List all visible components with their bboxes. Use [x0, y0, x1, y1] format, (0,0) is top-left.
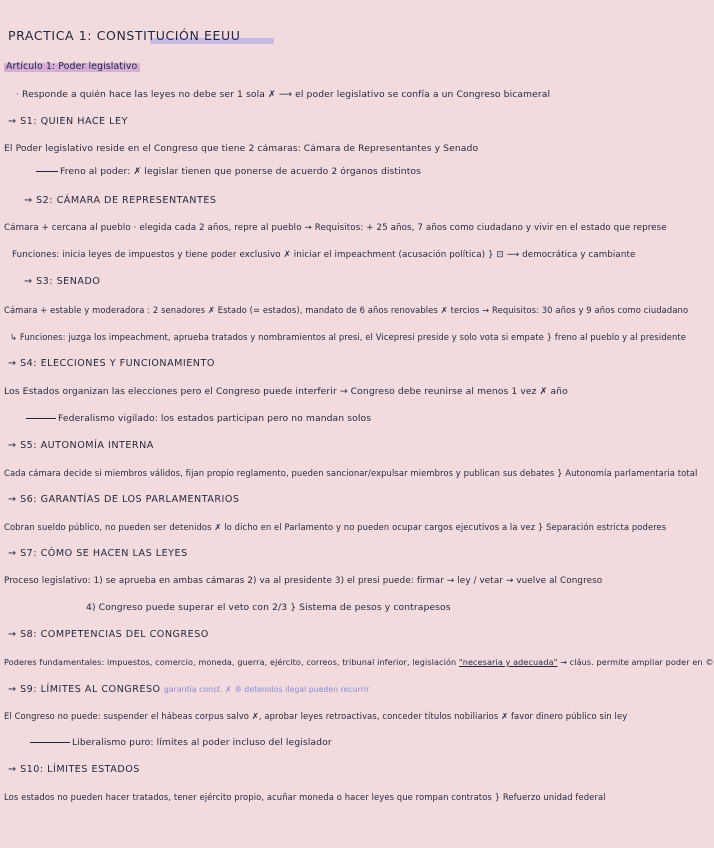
section-heading-s3: → S3: SENADO: [24, 276, 101, 287]
section-heading-s7: → S7: CÓMO SE HACEN LAS LEYES: [8, 548, 188, 559]
article-heading: Artículo 1: Poder legislativo: [6, 61, 138, 72]
section-heading-s5: → S5: AUTONOMÍA INTERNA: [8, 440, 154, 451]
section-heading-s8: → S8: COMPETENCIAS DEL CONGRESO: [8, 629, 209, 640]
note-line-8: Los Estados organizan las elecciones pero el Congreso puede interferir → Congreso debe reunirse al menos 1 vez ✗ año: [4, 386, 568, 397]
margin-note: garantía const. ✗ ® detenidos ilegal pueden recurrir: [164, 685, 370, 694]
page-title: PRACTICA 1: CONSTITUCIÓN EEUU: [8, 28, 241, 43]
note-line-9: Federalismo vigilado: los estados participan pero no mandan solos: [58, 413, 372, 424]
note-line-11: Cobran sueldo público, no pueden ser detenidos ✗ lo dicho en el Parlamento y no pueden ocupar cargos ejecutivos a la vez } Separación estricta poderes: [4, 522, 667, 532]
note-line-10: Cada cámara decide si miembros válidos, fijan propio reglamento, pueden sancionar/expulsar miembros y publican sus debates } Autonomía parlamentaria total: [4, 468, 698, 478]
return-arrow-line: [36, 171, 58, 172]
note-line-14-end: → cláus. permite ampliar poder en ©: [557, 657, 714, 667]
note-line-15: El Congreso no puede: suspender el hábeas corpus salvo ✗, aprobar leyes retroactivas, conceder títulos nobiliarios ✗ favor dinero público sin ley: [4, 711, 628, 721]
section-heading-s6: → S6: GARANTÍAS DE LOS PARLAMENTARIOS: [8, 494, 240, 505]
note-line-17: Los estados no pueden hacer tratados, tener ejército propio, acuñar moneda o hacer leyes que rompan contratos } Refuerzo unidad federal: [4, 792, 606, 802]
note-line-1: · Responde a quién hace las leyes no debe ser 1 sola ✗ ⟶ el poder legislativo se confía a un Congreso bicameral: [16, 89, 551, 100]
note-line-2: El Poder legislativo reside en el Congreso que tiene 2 cámaras: Cámara de Representantes y Senado: [4, 143, 479, 154]
note-line-13: 4) Congreso puede superar el veto con 2/3 } Sistema de pesos y contrapesos: [86, 602, 451, 613]
note-line-4: Cámara + cercana al pueblo · elegida cada 2 años, repre al pueblo → Requisitos: + 25 años, 7 años como ciudadano y vivir en el estado que represe: [4, 223, 667, 233]
note-line-14-start: Poderes fundamentales: impuestos, comercio, moneda, guerra, ejército, correos, tribunal inferior, legislación: [4, 657, 459, 667]
note-line-3: Freno al poder: ✗ legislar tienen que ponerse de acuerdo 2 órganos distintos: [60, 166, 421, 177]
quoted-clause: "necesaria y adecuada": [458, 657, 558, 667]
section-heading-s4: → S4: ELECCIONES Y FUNCIONAMIENTO: [8, 358, 215, 369]
return-arrow-line-2: [26, 418, 56, 419]
note-line-12: Proceso legislativo: 1) se aprueba en ambas cámaras 2) va al presidente 3) el presi puede: firmar → ley / vetar → vuelve al Congreso: [4, 576, 603, 586]
section-heading-s9: → S9: LÍMITES AL CONGRESO: [8, 684, 161, 695]
section-heading-s2: → S2: CÁMARA DE REPRESENTANTES: [24, 195, 217, 206]
return-arrow-line-3: [30, 742, 70, 743]
section-heading-s10: → S10: LÍMITES ESTADOS: [8, 764, 140, 775]
note-line-6: Cámara + estable y moderadora : 2 senadores ✗ Estado (= estados), mandato de 6 años renovables ✗ tercios → Requisitos: 30 años y 9 años como ciudadano: [4, 305, 689, 315]
note-line-7: ↳ Funciones: juzga los impeachment, aprueba tratados y nombramientos al presi, el Vicepresi preside y solo vota si empate } freno al pueblo y al presidente: [10, 332, 687, 342]
section-heading-s1: → S1: QUIEN HACE LEY: [8, 116, 128, 127]
note-line-5: Funciones: inicia leyes de impuestos y tiene poder exclusivo ✗ iniciar el impeachment (acusación política) } ⊡ ⟶ democrática y cambiante: [12, 250, 636, 260]
note-line-16: Liberalismo puro: límites al poder incluso del legislador: [72, 737, 332, 748]
note-line-14: [4, 656, 714, 668]
